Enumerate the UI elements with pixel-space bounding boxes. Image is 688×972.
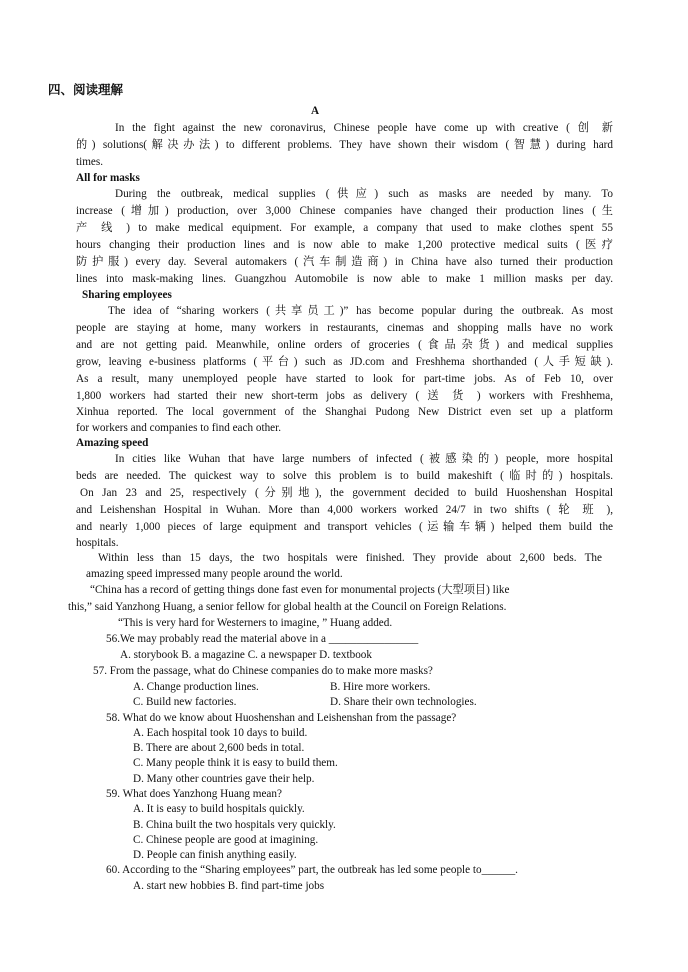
question-57: 57. From the passage, what do Chinese companies do to make more masks? xyxy=(93,665,433,677)
question-56: 56.We may probably read the material above in a ________________ xyxy=(106,633,419,645)
section-title-sharing: Sharing employees xyxy=(82,289,172,301)
sec3-line-3: On Jan 23 and 25, respectively (分别地), the government decided to build Huoshenshan Hospital xyxy=(80,487,613,499)
sec1-line-3: 产 线 ) to make medical equipment. For example, a company that used to make clothes spent 55 xyxy=(76,222,613,234)
intro-line-3: times. xyxy=(76,156,104,168)
question-59-option-d: D. People can finish anything easily. xyxy=(133,849,297,861)
sec3-line-11: “This is very hard for Westerners to imagine, ” Huang added. xyxy=(118,617,393,629)
question-57-option-c: C. Build new factories. xyxy=(133,696,237,708)
sec2-line-3: and are not getting paid. Meanwhile, online orders of groceries (食品杂货) and medical supplies xyxy=(76,339,613,351)
question-59-option-a: A. It is easy to build hospitals quickly. xyxy=(133,803,305,815)
sec3-line-9: “China has a record of getting things done fast even for monumental projects (大型项目) like xyxy=(90,584,510,596)
question-56-options: A. storybook B. a magazine C. a newspaper D. textbook xyxy=(120,649,372,661)
sec2-line-4: grow, leaving e-business platforms (平台) such as JD.com and Freshhema shorthanded (人手短缺). xyxy=(76,356,613,368)
sec3-line-8: amazing speed impressed many people around the world. xyxy=(86,568,343,580)
section-heading: 四、阅读理解 xyxy=(48,82,124,97)
question-60: 60. According to the “Sharing employees” part, the outbreak has led some people to______. xyxy=(106,864,518,876)
question-57-option-b: B. Hire more workers. xyxy=(330,681,431,693)
question-57-option-d: D. Share their own technologies. xyxy=(330,696,477,708)
sec1-line-1: During the outbreak, medical supplies (供应) such as masks are needed by many. To xyxy=(115,188,613,200)
sec2-line-8: for workers and companies to find each other. xyxy=(76,422,282,434)
passage-letter: A xyxy=(310,105,320,117)
sec2-line-2: people are staying at home, many workers in restaurants, cinemas and shopping malls have no work xyxy=(76,322,613,334)
sec2-line-1: The idea of “sharing workers (共享员工)” has become popular during the outbreak. As most xyxy=(108,305,613,317)
intro-line-1: In the fight against the new coronavirus, Chinese people have come up with creative ( 创 新 xyxy=(115,122,613,134)
question-58: 58. What do we know about Huoshenshan and Leishenshan from the passage? xyxy=(106,712,457,724)
sec3-line-1: In cities like Wuhan that have large numbers of infected (被感染的) people, more hospital xyxy=(115,453,613,465)
sec2-line-7: Xinhua reported. The local government of the Shanghai Pudong New District even set up a platform xyxy=(76,406,613,418)
section-title-masks: All for masks xyxy=(76,172,140,184)
sec3-line-6: hospitals. xyxy=(76,537,119,549)
sec1-line-2: increase (增加) production, over 3,000 Chinese companies have changed their production lines (生 xyxy=(76,205,613,217)
question-60-options: A. start new hobbies B. find part-time jobs xyxy=(133,880,325,892)
question-59-option-b: B. China built the two hospitals very quickly. xyxy=(133,819,336,831)
sec3-line-10: this,” said Yanzhong Huang, a senior fellow for global health at the Council on Foreign Relations. xyxy=(68,601,507,613)
intro-line-2: 的) solutions(解决办法) to different problems. They have shown their wisdom (智慧) during hard xyxy=(76,139,613,151)
sec1-line-6: lines into mask-making lines. Guangzhou Automobile is now able to make 1 million masks per day. xyxy=(76,273,613,285)
section-title-speed: Amazing speed xyxy=(76,437,149,449)
sec2-line-6: 1,800 workers had started their new short-term jobs as delivery ( 送 货 ) workers with Freshhema, xyxy=(76,390,613,402)
question-59-option-c: C. Chinese people are good at imagining. xyxy=(133,834,319,846)
sec1-line-4: hours changing their production lines and is now able to make 1,200 protective medical suits (医疗 xyxy=(76,239,613,251)
question-58-option-a: A. Each hospital took 10 days to build. xyxy=(133,727,308,739)
sec3-line-7: Within less than 15 days, the two hospitals were finished. They provide about 2,600 beds. The xyxy=(98,552,602,564)
question-58-option-c: C. Many people think it is easy to build them. xyxy=(133,757,338,769)
sec3-line-4: and Leishenshan Hospital in Wuhan. More than 4,000 workers worked 24/7 in two shifts ( 轮 班 ), xyxy=(76,504,613,516)
question-57-option-a: A. Change production lines. xyxy=(133,681,259,693)
question-59: 59. What does Yanzhong Huang mean? xyxy=(106,788,282,800)
sec3-line-2: beds are needed. The quickest way to solve this problem is to build makeshift (临时的) hospitals. xyxy=(76,470,613,482)
sec2-line-5: As a result, many unemployed people have started to look for part-time jobs. As of Feb 10, over xyxy=(76,373,613,385)
sec1-line-5: 防护服) every day. Several automakers (汽车制造商) in China have also turned their production xyxy=(76,256,613,268)
question-58-option-d: D. Many other countries gave their help. xyxy=(133,773,315,785)
sec3-line-5: and nearly 1,000 pieces of large equipment and transport vehicles (运输车辆) helped them build the xyxy=(76,521,613,533)
question-58-option-b: B. There are about 2,600 beds in total. xyxy=(133,742,305,754)
